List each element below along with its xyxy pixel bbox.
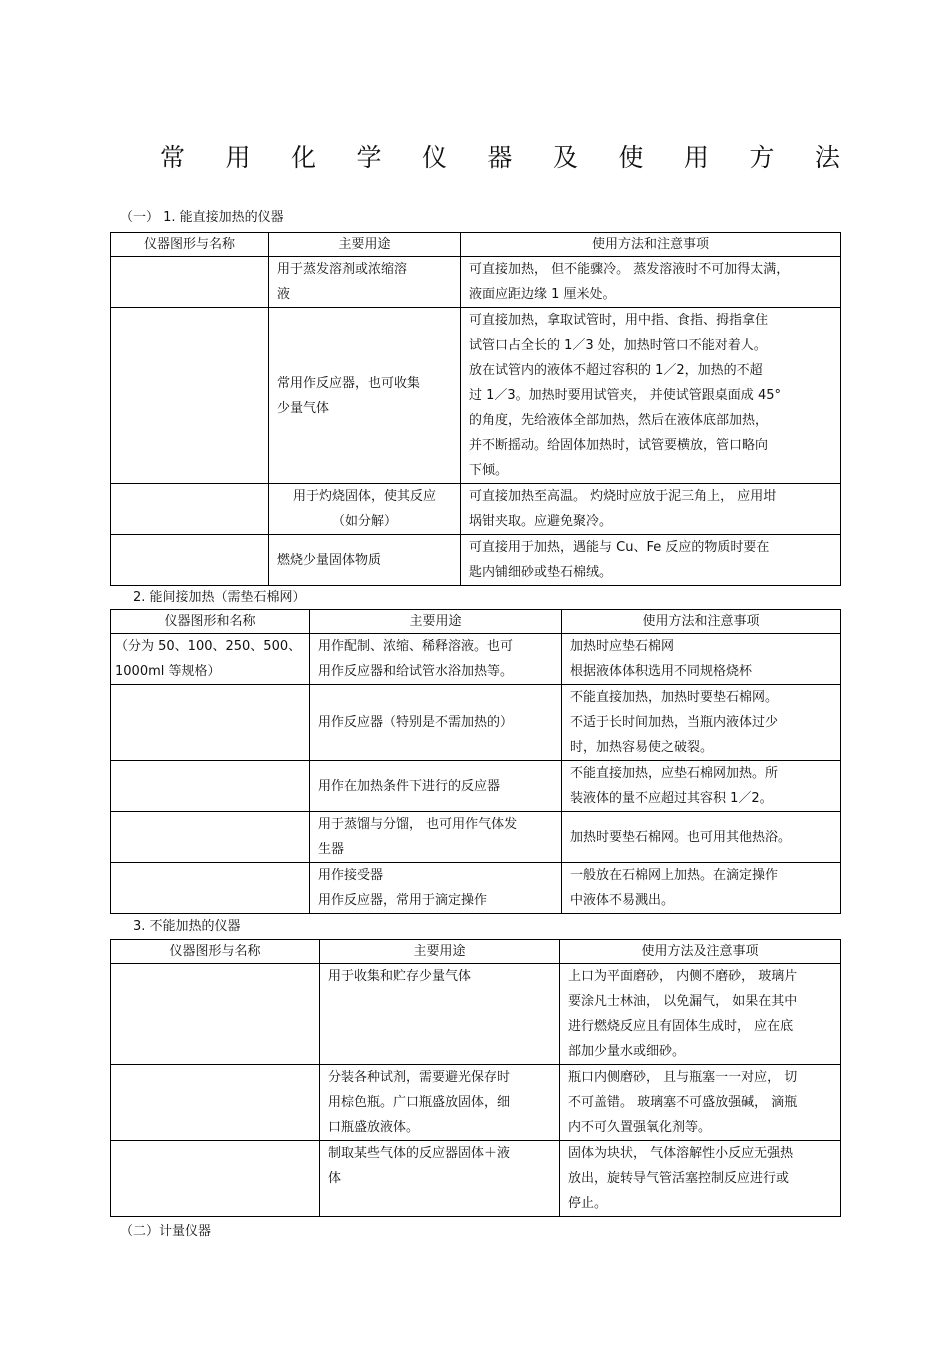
table-row (111, 1141, 841, 1217)
cell-name (111, 257, 269, 308)
header-notes: 使用方法和注意事项 (562, 610, 841, 634)
cell-text-line: 常用作反应器，也可收集 (277, 375, 421, 391)
cell-name (111, 1065, 320, 1141)
header-name: 仪器图形和名称 (111, 610, 310, 634)
table-header-row (111, 610, 841, 634)
cell-text-line: 中液体不易溅出。 (570, 893, 675, 908)
cell-text-line: （分为 50、100、250、500、 (115, 639, 302, 654)
cell-use (310, 863, 562, 914)
cell-notes (461, 257, 841, 308)
cell-text-line: 匙内铺细砂或垫石棉绒。 (469, 565, 613, 580)
title-char: 法 (814, 143, 840, 172)
cell-text-line: 体 (328, 1171, 342, 1186)
table-row (111, 863, 841, 914)
title-char: 用 (683, 143, 709, 172)
cell-text-line: 停止。 (568, 1196, 608, 1211)
table-row (111, 812, 841, 863)
header-use: 主要用途 (310, 610, 562, 634)
header-notes: 使用方法及注意事项 (560, 940, 841, 964)
cell-text-line: 过 1／3。加热时要用试管夹， 并使试管跟桌面成 45° (469, 388, 781, 403)
cell-use (269, 535, 461, 586)
table-row (111, 634, 841, 685)
section-heading-2: 2. 能间接加热（需垫石棉网） (133, 590, 306, 605)
cell-text-line: 埚钳夹取。应避免聚冷。 (469, 514, 613, 529)
table-indirect-heating (110, 609, 841, 914)
cell-text-line: 不适于长时间加热，当瓶内液体过少 (570, 715, 779, 730)
cell-name (111, 634, 310, 685)
table-row (111, 484, 841, 535)
cell-text-line: 的角度，先给液体全部加热，然后在液体底部加热， (469, 413, 769, 428)
cell-use (269, 484, 461, 535)
cell-text-line: 用于灼烧固体，使其反应 (292, 489, 436, 504)
cell-text-line: 根据液体体积选用不同规格烧杯 (570, 664, 753, 679)
title-char: 学 (356, 143, 382, 172)
title-char: 化 (290, 143, 316, 172)
cell-name (111, 484, 269, 535)
table-row (111, 1065, 841, 1141)
cell-text-line: 放出，旋转导气管活塞控制反应进行或 (568, 1171, 790, 1186)
cell-text-line: 时，加热容易使之破裂。 (570, 740, 714, 755)
cell-use (310, 761, 562, 812)
cell-notes (562, 761, 841, 812)
header-use: 主要用途 (320, 940, 560, 964)
cell-text-line: 并不断摇动。给固体加热时，试管要横放，管口略向 (469, 438, 769, 453)
cell-text-line: 部加少量水或细砂。 (568, 1044, 686, 1059)
cell-text-line: 用作反应器（特别是不需加热的） (318, 715, 514, 730)
header-name: 仪器图形与名称 (111, 233, 269, 257)
cell-text-line: 用作反应器，常用于滴定操作 (318, 893, 488, 908)
cell-notes (560, 1141, 841, 1217)
cell-text-line: （如分解） (331, 514, 397, 529)
cell-name (111, 812, 310, 863)
cell-text-line: 液 (277, 287, 291, 302)
table-row (111, 761, 841, 812)
cell-name (111, 964, 320, 1065)
cell-text-line: 不能直接加热，加热时要垫石棉网。 (570, 690, 779, 705)
header-name: 仪器图形与名称 (111, 940, 320, 964)
cell-notes (560, 964, 841, 1065)
cell-text-line: 可直接加热，拿取试管时，用中指、食指、拇指拿住 (469, 313, 769, 328)
cell-text-line: 生器 (318, 842, 345, 857)
title-char: 及 (552, 143, 578, 172)
cell-text-line: 不可盖错。 玻璃塞不可盛放强碱， 滴瓶 (568, 1095, 798, 1110)
cell-text-line: 一般放在石棉网上加热。在滴定操作 (570, 868, 779, 883)
cell-text-line: 用棕色瓶。广口瓶盛放固体，细 (328, 1095, 511, 1110)
cell-text-line: 要涂凡士林油， 以免漏气， 如果在其中 (568, 994, 798, 1009)
cell-text-line: 放在试管内的液体不超过容积的 1／2，加热的不超 (469, 363, 763, 378)
cell-text-line: 下倾。 (469, 463, 509, 478)
section-heading-3: 3. 不能加热的仪器 (133, 919, 241, 934)
page-title (160, 138, 840, 174)
cell-text-line: 液面应距边缘 1 厘米处。 (469, 287, 616, 302)
cell-notes (562, 863, 841, 914)
cell-text-line: 少量气体 (277, 400, 330, 416)
cell-text-line: 加热时要垫石棉网。也可用其他热浴。 (570, 829, 792, 845)
cell-text-line: 用作反应器和给试管水浴加热等。 (318, 664, 514, 679)
title-char: 常 (160, 143, 186, 172)
cell-use (310, 685, 562, 761)
title-char: 用 (225, 143, 251, 172)
cell-text-line: 加热时应垫石棉网 (570, 639, 675, 654)
table-row (111, 308, 841, 484)
cell-text-line: 可直接用于加热，遇能与 Cu、Fe 反应的物质时要在 (469, 540, 770, 555)
cell-text-line: 内不可久置强氧化剂等。 (568, 1120, 712, 1135)
table-row (111, 535, 841, 586)
cell-name (111, 308, 269, 484)
table-no-heating (110, 939, 841, 1217)
table-row (111, 964, 841, 1065)
cell-text-line: 燃烧少量固体物质 (277, 552, 382, 568)
cell-name (111, 685, 310, 761)
header-use: 主要用途 (269, 233, 461, 257)
cell-use (310, 634, 562, 685)
cell-text-line: 制取某些气体的反应器固体＋液 (328, 1146, 511, 1161)
table-header-row (111, 940, 841, 964)
cell-text-line: 瓶口内侧磨砂， 且与瓶塞一一对应， 切 (568, 1070, 798, 1085)
title-char: 方 (749, 143, 775, 172)
cell-notes (562, 685, 841, 761)
cell-text-line: 可直接加热， 但不能骤冷。 蒸发溶液时不可加得太满， (469, 262, 790, 277)
cell-use (320, 964, 560, 1065)
cell-text-line: 进行燃烧反应且有固体生成时， 应在底 (568, 1019, 794, 1034)
title-char: 使 (618, 143, 644, 172)
header-notes: 使用方法和注意事项 (461, 233, 841, 257)
cell-use (320, 1065, 560, 1141)
cell-text-line: 用作在加热条件下进行的反应器 (318, 778, 501, 794)
cell-text-line: 固体为块状， 气体溶解性小反应无强热 (568, 1146, 794, 1161)
cell-notes (461, 484, 841, 535)
title-char: 仪 (421, 143, 447, 172)
cell-text-line: 分装各种试剂，需要避光保存时 (328, 1070, 511, 1085)
table-header-row (111, 233, 841, 257)
cell-text-line: 用于蒸馏与分馏， 也可用作气体发 (318, 817, 518, 832)
cell-use (310, 812, 562, 863)
section-heading-1: （一） 1. 能直接加热的仪器 (120, 210, 284, 225)
table-row (111, 685, 841, 761)
cell-text-line: 可直接加热至高温。 灼烧时应放于泥三角上， 应用坩 (469, 489, 777, 504)
cell-text-line: 用作配制、浓缩、稀释溶液。也可 (318, 639, 514, 654)
cell-text-line: 试管口占全长的 1／3 处，加热时管口不能对着人。 (469, 338, 767, 353)
table-direct-heating (110, 232, 841, 586)
cell-notes (461, 308, 841, 484)
cell-text-line: 1000ml 等规格） (115, 664, 221, 679)
title-char: 器 (487, 143, 513, 172)
cell-use (269, 308, 461, 484)
cell-notes (560, 1065, 841, 1141)
cell-notes (461, 535, 841, 586)
cell-text-line: 装液体的量不应超过其容积 1／2。 (570, 791, 773, 806)
cell-text-line: 口瓶盛放液体。 (328, 1120, 420, 1135)
cell-text-line: 用于蒸发溶剂或浓缩溶 (277, 262, 408, 277)
table-row (111, 257, 841, 308)
cell-text-line: 上口为平面磨砂， 内侧不磨砂， 玻璃片 (568, 969, 798, 984)
cell-name (111, 1141, 320, 1217)
cell-use (320, 1141, 560, 1217)
cell-name (111, 761, 310, 812)
cell-name (111, 535, 269, 586)
cell-text-line: 不能直接加热，应垫石棉网加热。所 (570, 766, 779, 781)
cell-text-line: 用于收集和贮存少量气体 (328, 969, 472, 984)
cell-name (111, 863, 310, 914)
cell-notes (562, 634, 841, 685)
section-heading-4: （二）计量仪器 (120, 1224, 212, 1239)
cell-notes (562, 812, 841, 863)
cell-text-line: 用作接受器 (318, 868, 384, 883)
cell-use (269, 257, 461, 308)
